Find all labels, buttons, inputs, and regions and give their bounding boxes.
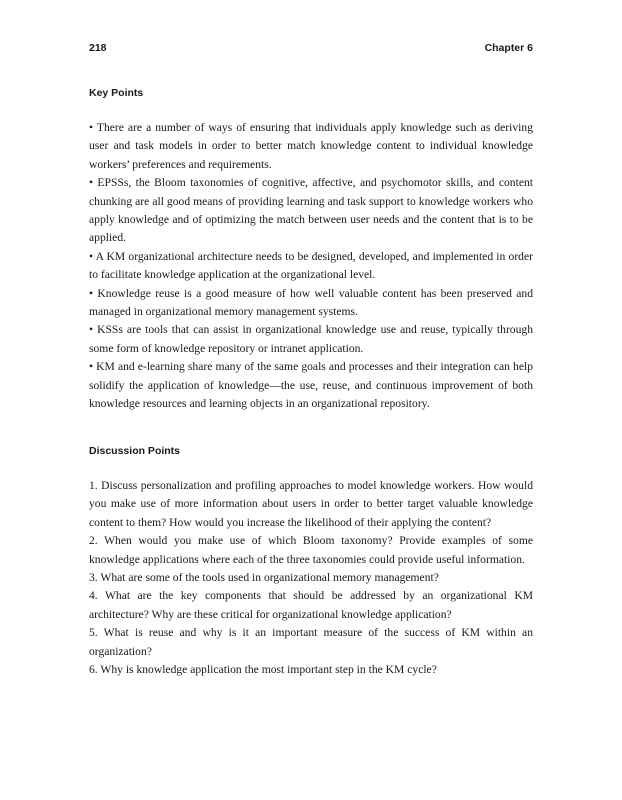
discussion-item: 2. When would you make use of which Bloom taxonomy? Provide examples of some knowledge applications where each of the three taxonomies could provide useful information. (89, 534, 533, 566)
key-point-item: • There are a number of ways of ensuring that individuals apply knowledge such as deriving user and task models in order to better match knowledge content to individual knowledge workers’ preferences and requirements. (89, 121, 533, 171)
discussion-item: 6. Why is knowledge application the most important step in the KM cycle? (89, 663, 437, 677)
key-point-item: • Knowledge reuse is a good measure of how well valuable content has been preserved and managed in organizational memory management systems. (89, 286, 533, 319)
key-point-item: • EPSSs, the Bloom taxonomies of cognitive, affective, and psychomotor skills, and content chunking are all good means of providing learning and task support to knowledge workers who apply knowledge and of optimizing the match between user needs and the content that is to be applied. (89, 176, 533, 245)
key-point-item: • A KM organizational architecture needs to be designed, developed, and implemented in order to facilitate knowledge application at the organizational level. (89, 249, 533, 282)
discussion-item: 5. What is reuse and why is it an important measure of the success of KM within an organization? (89, 626, 533, 658)
chapter-label: Chapter 6 (484, 42, 533, 54)
key-points-heading: Key Points (89, 87, 144, 99)
discussion-points-heading: Discussion Points (89, 445, 181, 457)
discussion-item: 4. What are the key components that should be addressed by an organizational KM architecture? Why are these critical for organizational knowledge application? (89, 589, 533, 621)
discussion-item: 1. Discuss personalization and profiling approaches to model knowledge workers. How would you make use of more information about users in order to better target valuable knowledge content to them? How would you increase the likelihood of their applying the content? (89, 479, 533, 529)
running-header (89, 42, 533, 54)
key-point-item: • KM and e-learning share many of the same goals and processes and their integration can help solidify the application of knowledge—the use, reuse, and continuous improvement of both knowledge resources and learning objects in an organizational repository. (89, 360, 533, 411)
page-number: 218 (89, 42, 107, 54)
discussion-points-list (89, 477, 533, 679)
discussion-item: 3. What are some of the tools used in organizational memory management? (89, 571, 439, 585)
key-point-item: • KSSs are tools that can assist in organizational knowledge use and reuse, typically through some form of knowledge repository or intranet application. (89, 323, 533, 355)
key-points-list (89, 119, 533, 414)
